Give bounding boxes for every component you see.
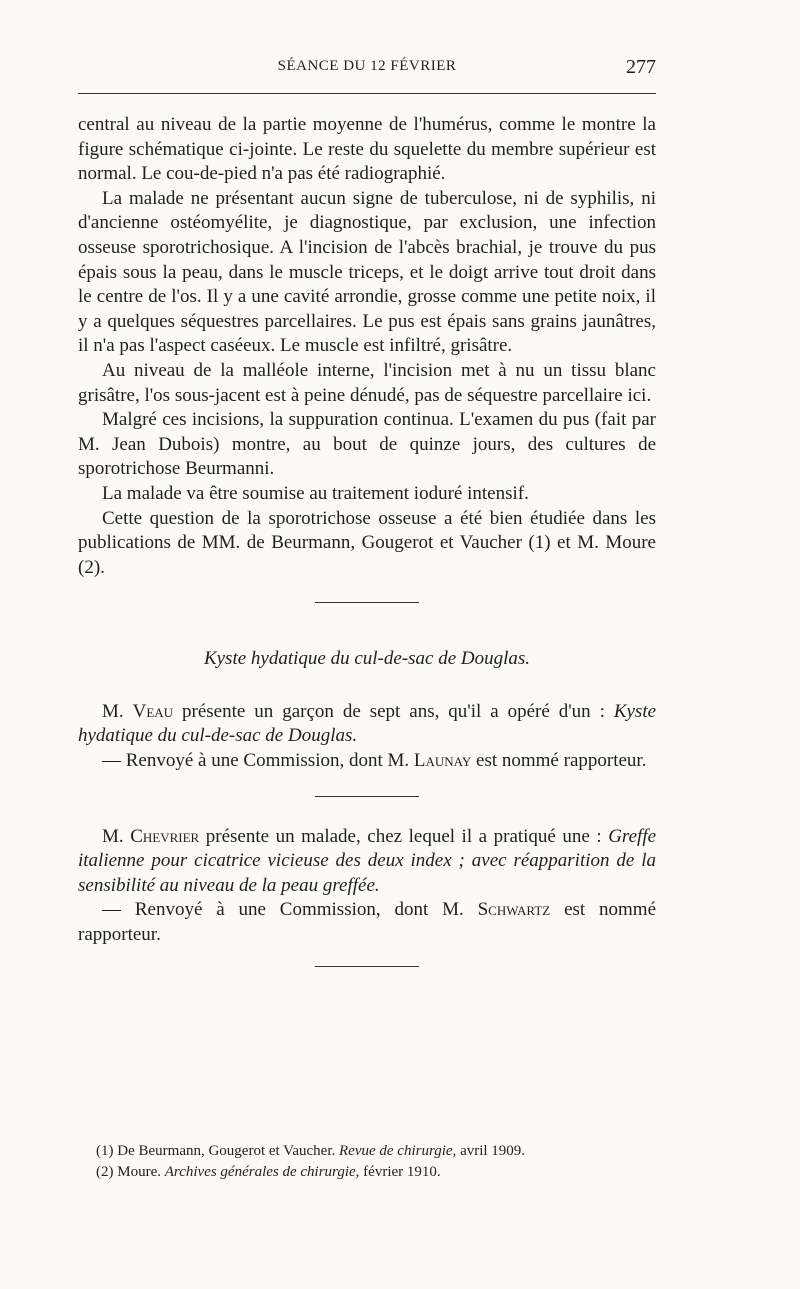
footnote	[78, 1141, 656, 1162]
paragraph: La malade va être soumise au traitement ioduré intensif.	[102, 482, 529, 504]
footnotes	[78, 1141, 656, 1183]
running-title: SÉANCE DU 12 FÉVRIER	[277, 58, 457, 74]
footnote-date: février 1910.	[363, 1164, 441, 1180]
main-text	[78, 113, 656, 967]
footnote-date: avril 1909.	[460, 1143, 526, 1159]
mister-abbrev: M.	[102, 700, 124, 722]
section-separator	[315, 966, 419, 967]
header-rule	[78, 93, 656, 94]
footnote-journal: Archives générales de chirurgie,	[164, 1164, 360, 1180]
communication-text: présente un malade, chez lequel il a pratiqué une :	[205, 825, 602, 847]
mister-abbrev: M.	[102, 825, 124, 847]
footnote-authors: De Beurmann, Gougerot et Vaucher.	[117, 1143, 336, 1159]
section-separator	[315, 602, 419, 603]
communication-paragraph	[78, 700, 656, 749]
rapporteur-name: Launay	[413, 750, 472, 772]
referral-text-end: est nommé rapporteur.	[476, 750, 647, 772]
referral-text: — Renvoyé à une Commission, dont M.	[102, 899, 464, 921]
communication-paragraph	[78, 825, 656, 899]
section-separator	[315, 796, 419, 797]
author-name: Veau	[132, 700, 174, 722]
running-header	[78, 58, 656, 82]
section-heading: Kyste hydatique du cul-de-sac de Douglas.	[203, 648, 531, 670]
paragraph: La malade ne présentant aucun signe de tuberculose, ni de syphilis, ni d'ancienne ostéomyélite, je diagnostique, par exclusion, une infection osseuse sporotrichosique. A l'incision de l'abcès brachial, je trouve du pus épais sous la peau, dans le muscle triceps, et le doigt arrive tout droit dans le centre de l'os. Il y a une cavité arrondie, grosse comme une petite noix, il y a quelques séquestres parcellaires. Le pus est épais sans grains jaunâtres, il n'a pas l'aspect caséeux. Le muscle est infiltré, grisâtre.	[78, 187, 656, 357]
paragraph: central au niveau de la partie moyenne de l'humérus, comme le montre la figure schématique ci-jointe. Le reste du squelette du membre supérieur est normal. Le cou-de-pied n'a pas été radiographié.	[78, 114, 656, 185]
page-number: 277	[626, 56, 656, 78]
referral-text-end: est nommé rapporteur.	[78, 899, 657, 946]
referral-paragraph	[78, 898, 656, 947]
communication-title: Kyste hydatique du cul-de-sac de Douglas.	[78, 700, 657, 747]
referral-paragraph	[78, 749, 656, 774]
footnote-authors: Moure.	[117, 1164, 161, 1180]
paragraph: Au niveau de la malléole interne, l'incision met à nu un tissu blanc grisâtre, l'os sous-jacent est à peine dénudé, pas de séquestre parcellaire ici.	[78, 359, 656, 406]
footnote-mark: (1)	[96, 1143, 114, 1159]
footnote-journal: Revue de chirurgie,	[339, 1143, 457, 1159]
communication-text: présente un garçon de sept ans, qu'il a opéré d'un :	[182, 700, 605, 722]
communication-title: Greffe italienne pour cicatrice vicieuse des deux index ; avec réapparition de la sensibilité au niveau de la peau greffée.	[78, 825, 657, 896]
author-name: Chevrier	[130, 825, 200, 847]
footnote-mark: (2)	[96, 1164, 114, 1180]
rapporteur-name: Schwartz	[477, 899, 551, 921]
paragraph: Malgré ces incisions, la suppuration continua. L'examen du pus (fait par M. Jean Dubois) montre, au bout de quinze jours, des cultures de sporotrichose Beurmanni.	[78, 409, 656, 480]
footnote	[78, 1162, 656, 1183]
referral-text: — Renvoyé à une Commission, dont M.	[102, 750, 410, 772]
paragraph: Cette question de la sporotrichose osseuse a été bien étudiée dans les publications de MM. de Beurmann, Gougerot et Vaucher (1) et M. Moure (2).	[78, 507, 656, 578]
